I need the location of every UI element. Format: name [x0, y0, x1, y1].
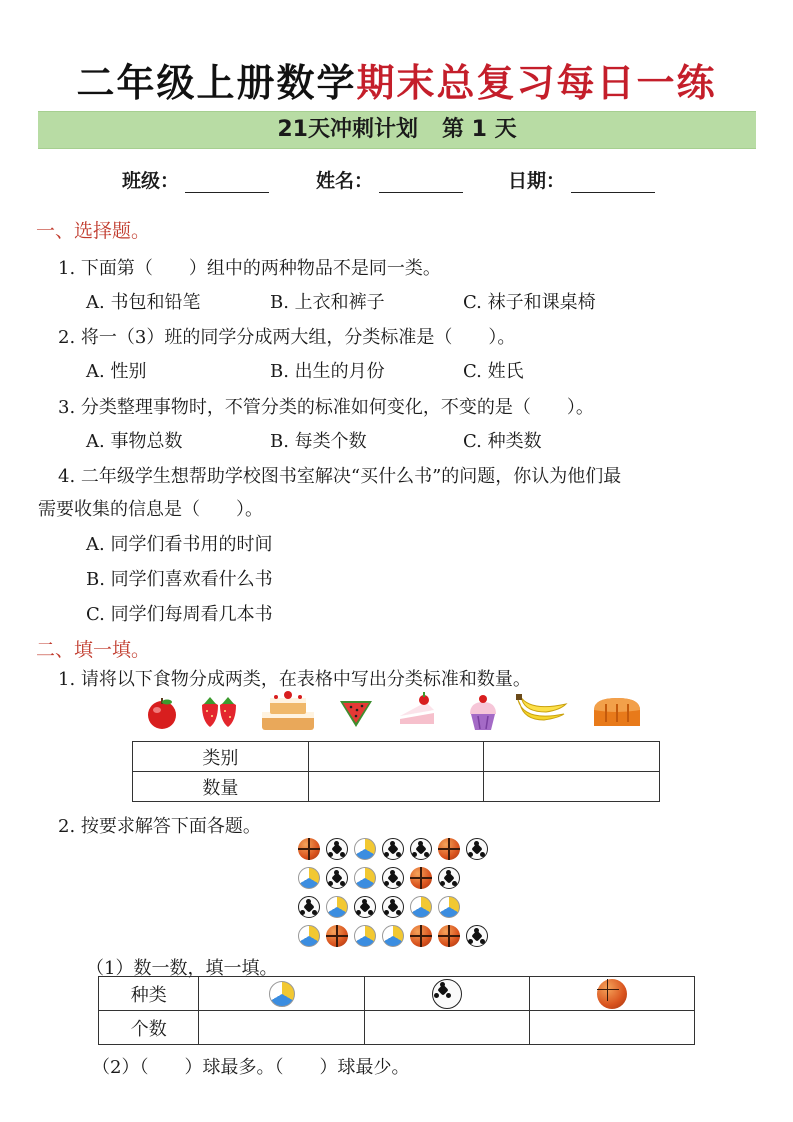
soccer-ball-icon	[466, 925, 488, 947]
banana-icon	[514, 690, 570, 730]
watermelon-icon	[338, 697, 374, 729]
kind-basketball-cell	[529, 977, 694, 1011]
category-cell-2[interactable]	[484, 742, 660, 772]
title-black-part: 二年级上册数学	[76, 61, 357, 105]
volleyball-icon	[354, 925, 376, 947]
row-label-category: 类别	[133, 742, 309, 772]
balls-picture	[298, 838, 498, 954]
volleyball-icon	[298, 925, 320, 947]
count-cell-1[interactable]	[308, 772, 484, 802]
page-title	[0, 52, 793, 107]
q4-option-c: C. 同学们每周看几本书	[86, 604, 273, 625]
section-1-title: 一、选择题。	[36, 220, 151, 242]
soccer-ball-icon	[432, 979, 462, 1009]
question-4-stem-line1: 4. 二年级学生想帮助学校图书室解决“买什么书”的问题，你认为他们最	[58, 466, 622, 487]
sub-question-2: （2）（ ）球最多。（ ）球最少。	[92, 1057, 410, 1078]
question-2-stem: 2. 将一（3）班的同学分成两大组，分类标准是（ ）。	[58, 327, 516, 348]
q1-option-b: B. 上衣和裤子	[270, 292, 385, 313]
soccer-ball-icon	[466, 838, 488, 860]
count-volleyball-cell[interactable]	[199, 1011, 364, 1045]
basketball-icon	[597, 979, 627, 1009]
title-red-part: 期末总复习每日一练	[356, 61, 717, 105]
fill-question-2-stem: 2. 按要求解答下面各题。	[58, 816, 261, 837]
plan-banner	[38, 111, 756, 149]
name-blank[interactable]	[379, 172, 463, 193]
name-label: 姓名：	[316, 170, 374, 192]
basketball-icon	[298, 838, 320, 860]
question-3-stem: 3. 分类整理事物时，不管分类的标准如何变化，不变的是（ ）。	[58, 397, 594, 418]
kind-volleyball-cell	[199, 977, 364, 1011]
volleyball-icon	[438, 896, 460, 918]
soccer-ball-icon	[298, 896, 320, 918]
name-field	[316, 166, 463, 193]
kind-soccer-cell	[364, 977, 529, 1011]
soccer-ball-icon	[382, 838, 404, 860]
soccer-ball-icon	[382, 896, 404, 918]
question-1-stem: 1. 下面第（ ）组中的两种物品不是同一类。	[58, 258, 441, 279]
soccer-ball-icon	[438, 867, 460, 889]
q1-option-c: C. 袜子和课桌椅	[463, 292, 596, 313]
strawberry-icon	[196, 693, 244, 731]
basketball-icon	[438, 838, 460, 860]
q3-option-a: A. 事物总数	[86, 431, 183, 452]
count-soccer-cell[interactable]	[364, 1011, 529, 1045]
sub-question-1: （1）数一数，填一填。	[86, 958, 278, 979]
basketball-icon	[326, 925, 348, 947]
banner-day: 第 1 天	[441, 117, 517, 142]
soccer-ball-icon	[410, 838, 432, 860]
date-blank[interactable]	[571, 172, 655, 193]
soccer-ball-icon	[382, 867, 404, 889]
section-2-title: 二、填一填。	[36, 639, 151, 661]
basketball-icon	[438, 925, 460, 947]
apple-icon	[144, 695, 180, 731]
soccer-ball-icon	[326, 838, 348, 860]
volleyball-icon	[382, 925, 404, 947]
row-label-kind: 种类	[99, 977, 199, 1011]
food-classification-table	[132, 741, 660, 802]
soccer-ball-icon	[354, 896, 376, 918]
banner-plan: 21天冲刺计划	[277, 117, 418, 142]
bread-icon	[590, 692, 644, 732]
volleyball-icon	[269, 981, 295, 1007]
q4-option-a: A. 同学们看书用的时间	[86, 534, 273, 555]
cupcake-icon	[464, 690, 502, 732]
category-cell-1[interactable]	[308, 742, 484, 772]
volleyball-icon	[354, 867, 376, 889]
date-field	[508, 166, 655, 193]
volleyball-icon	[326, 896, 348, 918]
count-basketball-cell[interactable]	[529, 1011, 694, 1045]
cake-icon	[258, 688, 318, 733]
q4-option-b: B. 同学们喜欢看什么书	[86, 569, 273, 590]
ball-count-table	[98, 976, 695, 1045]
count-cell-2[interactable]	[484, 772, 660, 802]
question-4-stem-line2: 需要收集的信息是（ ）。	[38, 499, 263, 520]
row-label-number: 个数	[99, 1011, 199, 1045]
row-label-count: 数量	[133, 772, 309, 802]
q2-option-b: B. 出生的月份	[270, 361, 385, 382]
cake-slice-icon	[396, 690, 438, 730]
q3-option-b: B. 每类个数	[270, 431, 367, 452]
soccer-ball-icon	[326, 867, 348, 889]
date-label: 日期：	[508, 170, 566, 192]
volleyball-icon	[298, 867, 320, 889]
basketball-icon	[410, 925, 432, 947]
class-blank[interactable]	[185, 172, 269, 193]
q3-option-c: C. 种类数	[463, 431, 542, 452]
q1-option-a: A. 书包和铅笔	[86, 292, 201, 313]
class-field	[122, 166, 269, 193]
class-label: 班级：	[122, 170, 180, 192]
fill-question-1-stem: 1. 请将以下食物分成两类，在表格中写出分类标准和数量。	[58, 669, 531, 690]
volleyball-icon	[410, 896, 432, 918]
volleyball-icon	[354, 838, 376, 860]
basketball-icon	[410, 867, 432, 889]
q2-option-a: A. 性别	[86, 361, 147, 382]
q2-option-c: C. 姓氏	[463, 361, 524, 382]
